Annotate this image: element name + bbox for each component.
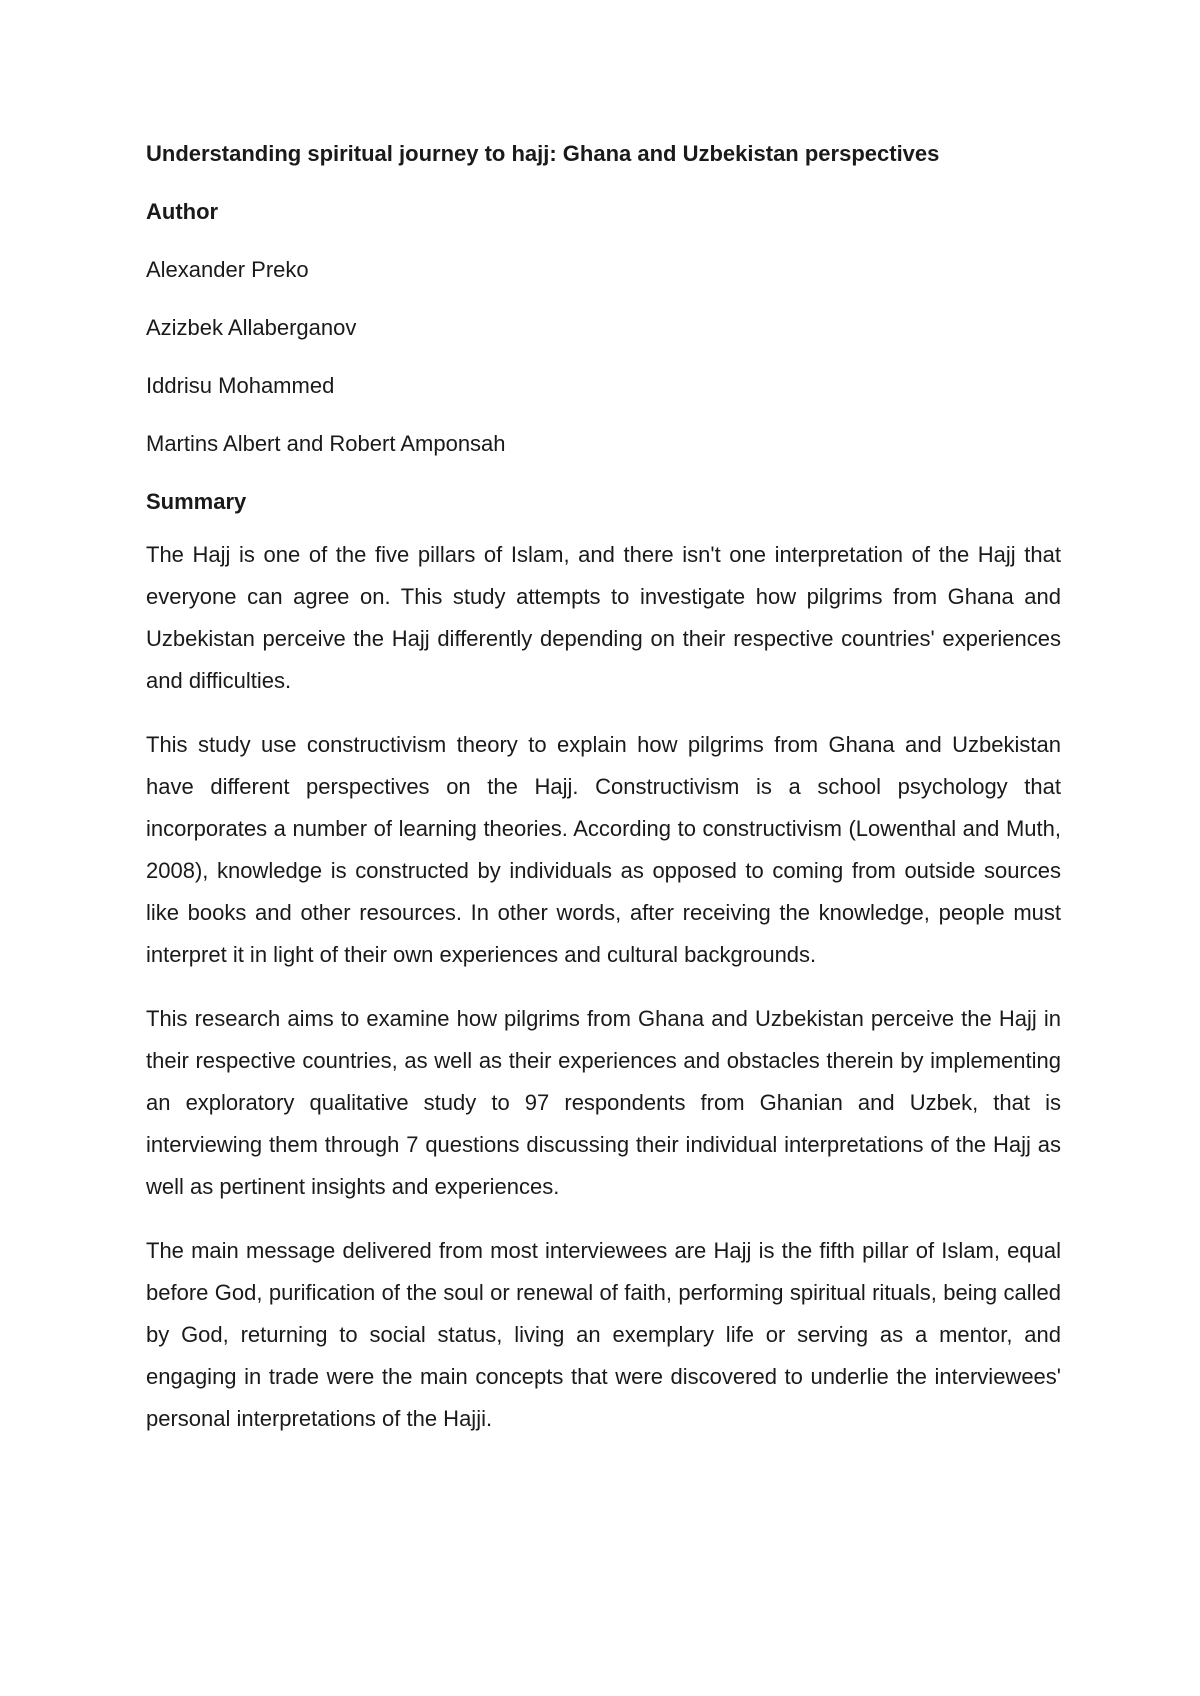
summary-paragraph: The Hajj is one of the five pillars of Islam, and there isn't one interpretation of the Hajj that everyone can agree on. This study attempts to investigate how pilgrims from Ghana and Uzbekistan perceive the Hajj differently depending on their respective countries' experiences and difficulties. (146, 542, 1061, 693)
author-heading: Author (146, 199, 219, 224)
author-name: Martins Albert and Robert Amponsah (146, 431, 506, 456)
document-page (146, 140, 1061, 1462)
summary-heading: Summary (146, 489, 247, 514)
summary-paragraph: The main message delivered from most interviewees are Hajj is the fifth pillar of Islam, equal before God, purification of the soul or renewal of faith, performing spiritual rituals, being called by God, returning to social status, living an exemplary life or serving as a mentor, and engaging in trade were the main concepts that were discovered to underlie the interviewees' personal interpretations of the Hajji. (146, 1238, 1061, 1431)
author-name: Alexander Preko (146, 257, 309, 282)
author-name: Iddrisu Mohammed (146, 373, 335, 398)
summary-paragraph: This research aims to examine how pilgrims from Ghana and Uzbekistan perceive the Hajj in their respective countries, as well as their experiences and obstacles therein by implementing an exploratory qualitative study to 97 respondents from Ghanian and Uzbek, that is interviewing them through 7 questions discussing their individual interpretations of the Hajj as well as pertinent insights and experiences. (146, 1006, 1061, 1199)
document-title: Understanding spiritual journey to hajj: Ghana and Uzbekistan perspectives (146, 141, 940, 166)
author-name: Azizbek Allaberganov (146, 315, 357, 340)
summary-paragraph: This study use constructivism theory to explain how pilgrims from Ghana and Uzbekistan have different perspectives on the Hajj. Constructivism is a school psychology that incorporates a number of learning theories. According to constructivism (Lowenthal and Muth, 2008), knowledge is constructed by individuals as opposed to coming from outside sources like books and other resources. In other words, after receiving the knowledge, people must interpret it in light of their own experiences and cultural backgrounds. (146, 732, 1061, 967)
